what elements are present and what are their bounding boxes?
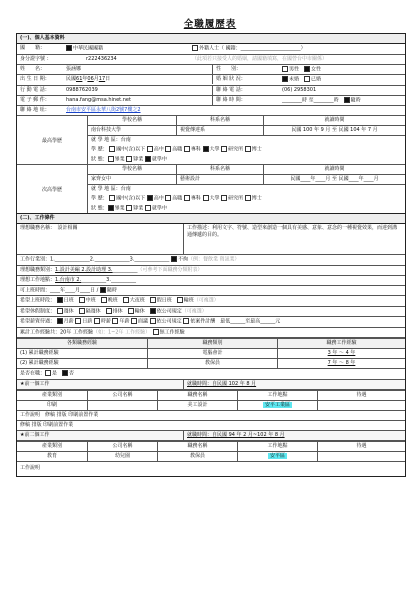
- currently-employed-row: [17, 369, 405, 380]
- work2-hdr-industry: 產業類別: [17, 441, 87, 451]
- skills-row-1-label: (1) 累計職務經驗: [17, 348, 147, 358]
- nationality-local[interactable]: 中華民國國籍: [63, 44, 189, 54]
- category-field[interactable]: 理想職務類別：1.設計美編 2.設計助理 3.__________（可參考下面職務分類附表）: [20, 266, 203, 273]
- email-label: 電 子 郵 件：: [20, 96, 50, 103]
- skills-hdr-1: 各類職務經驗: [17, 338, 147, 348]
- start-row: [17, 286, 405, 297]
- contact-time-label: 聯 絡 時 間：: [212, 96, 279, 105]
- address-value[interactable]: 台南市安平區永華八街2號7樓之2: [66, 107, 141, 113]
- name-value[interactable]: 張涵娜: [66, 65, 82, 72]
- work1-hdr-industry: 產業類別: [17, 390, 87, 400]
- marital-options[interactable]: 未婚 已婚: [279, 75, 324, 85]
- work1-hdr-place: 工作地點: [237, 390, 317, 400]
- edu-hdr-school-2: 學校名稱: [121, 166, 142, 172]
- edu-second-label: 次高學歷: [41, 186, 62, 193]
- place-row: [17, 276, 405, 286]
- work1-desc-2[interactable]: 修稿 排版 印刷前置作業: [20, 421, 74, 428]
- salary-field[interactable]: 希望薪資待遇： 月薪 日薪 時薪 年薪 面議 依公司規定 依案件計酬 最低______至最高______元: [20, 318, 281, 325]
- edu-level-1[interactable]: 學 歷： 國中(含)以下 高中 高職 專科 大學 研究所 博士: [91, 146, 262, 153]
- birth-label: 出 生 日 期：: [20, 76, 50, 83]
- skills-row-2-yr[interactable]: 7 年 ～ 8 年: [277, 358, 405, 368]
- work1-hdr-pay: 待遇: [317, 390, 405, 400]
- sex-label: 性 別：: [212, 65, 279, 74]
- work1-period[interactable]: 就職時間：自民國 102 年 8 月: [183, 380, 259, 389]
- tel-value[interactable]: (06) 2958301: [282, 86, 317, 93]
- edu-hdr-period-2: 就讀時間: [263, 165, 405, 174]
- work2-company[interactable]: 幼兒園: [87, 451, 157, 461]
- checkbox-icon[interactable]: [192, 45, 198, 51]
- work1-desc[interactable]: 工作說明 修稿 排版 印刷前置作業: [20, 411, 99, 418]
- work2-industry[interactable]: 教育: [17, 451, 87, 461]
- work1-industry[interactable]: 印刷: [17, 400, 87, 410]
- category-row: [17, 266, 405, 276]
- work1-title: ★前一個工作: [20, 380, 50, 387]
- name-row: [17, 65, 405, 76]
- work2-hdr-place: 工作地點: [237, 441, 317, 451]
- section-work-title: (二)、工作條件: [17, 214, 405, 224]
- work2-pay[interactable]: [317, 451, 405, 461]
- id-note: （此項若只接受人的婚姻，請國籍填寫，在國營台中市關係）: [192, 55, 328, 62]
- currently-employed-field[interactable]: 是否在職： 是 否: [20, 370, 75, 377]
- work1-table: [17, 390, 405, 411]
- work1-hdr-company: 公司名稱: [87, 390, 157, 400]
- shift-field[interactable]: 希望上班時段： 日班 中班 晚班 大夜班 假日班 輪班（可複選）: [20, 297, 219, 304]
- name-label: 姓 名：: [20, 65, 46, 72]
- work2-period[interactable]: 就職時間：自民國 94 年 2 月~102 年 8 月: [183, 431, 288, 440]
- email-value[interactable]: hana.fang@msa.hinet.net: [66, 96, 131, 103]
- edu-highest-label: 最高學歷: [41, 137, 62, 144]
- work1-hdr-title: 職務名稱: [157, 390, 237, 400]
- mobile-label: 行 動 電 話：: [20, 86, 50, 93]
- page-title: 全職履歷表: [183, 19, 237, 30]
- work2-table: [17, 441, 405, 462]
- place-field[interactable]: 理想工作地點：1.台南市 2.__________3.__________: [20, 276, 136, 283]
- resume-form: [16, 33, 406, 477]
- edu-hdr-dept-2: 科系名稱: [176, 165, 263, 174]
- work1-pay[interactable]: [317, 400, 405, 410]
- edu-second-block: [17, 165, 405, 214]
- section-personal-title: (一)、個人基本資料: [17, 34, 405, 44]
- marital-label: 婚 姻 狀 況：: [212, 75, 279, 84]
- edu-loc-2: 就 學 地 區：台南: [91, 186, 131, 192]
- email-row: [17, 96, 405, 107]
- checkbox-icon[interactable]: [66, 45, 72, 51]
- tel-label: 聯 絡 電 話：: [212, 86, 279, 95]
- shift-row: [17, 296, 405, 307]
- work2-hdr-pay: 待遇: [317, 441, 405, 451]
- work2-place[interactable]: 安平區: [237, 451, 317, 461]
- experience-field[interactable]: 累計工作經驗共：20年 工作經驗（如：1~2年 工作經驗） 無工作經驗: [20, 329, 185, 335]
- leave-field[interactable]: 希望休假制度： 週休 隔週休 排休 輪休 依公司規定（可複選）: [20, 308, 207, 314]
- edu-hdr-school: 學校名稱: [121, 117, 142, 123]
- edu-school-1[interactable]: 南台科技大學: [91, 127, 122, 133]
- skills-row-1-yr[interactable]: 3 年 ～ 4 年: [277, 348, 405, 358]
- sex-options[interactable]: 男性 女性: [279, 65, 324, 75]
- work2-hdr-company: 公司名稱: [87, 441, 157, 451]
- edu-status-2[interactable]: 狀 態： 畢業 肄業 就學中: [91, 205, 167, 211]
- work1-company[interactable]: [87, 400, 157, 410]
- work2-jobtitle[interactable]: 教保員: [157, 451, 237, 461]
- birth-row: [17, 75, 405, 86]
- leave-row: [17, 307, 405, 318]
- work1-desc-row: [17, 411, 405, 421]
- work2-header: [17, 431, 405, 441]
- work1-jobtitle[interactable]: 美工設計: [157, 400, 237, 410]
- start-field[interactable]: 可上班時間：____年____月____日 / 隨時: [20, 287, 117, 293]
- edu-dept-2[interactable]: 藝術設計: [176, 175, 263, 184]
- edu-hdr-period: 就讀時間: [263, 116, 405, 125]
- work2-desc-row: [17, 462, 405, 476]
- edu-status-1[interactable]: 狀 態： 畢業 肄業 就學中: [91, 156, 167, 162]
- skills-table: [17, 338, 405, 369]
- edu-dept-1[interactable]: 視覺傳達系: [176, 126, 263, 135]
- id-label: 身分證字號 ：: [20, 55, 52, 62]
- nationality-row: [17, 44, 405, 55]
- edu-school-2[interactable]: 家齊女中: [91, 176, 112, 182]
- industry-row: [17, 255, 405, 266]
- mobile-value[interactable]: 0988762039: [66, 86, 98, 93]
- contact-time-value[interactable]: ________時 至________時 隨時: [282, 97, 361, 103]
- edu-period-1[interactable]: 民國 100 年 9 月 至 民國 104 年 7 月: [263, 126, 405, 135]
- edu-hdr-dept: 科系名稱: [176, 116, 263, 125]
- edu-period-2[interactable]: 民國____年____月 至 民國____年____月: [263, 175, 405, 184]
- work2-hdr-title: 職務名稱: [157, 441, 237, 451]
- job-content[interactable]: 工作描述：利用文字、符號、造型來創造一個具有美感、意象、意念的一種視覺效果，而達到溝通傳遞的目的。: [183, 224, 405, 254]
- mobile-row: [17, 86, 405, 96]
- skills-row-2-label: (2) 累計職務經驗: [17, 358, 147, 368]
- address-row: [17, 106, 405, 116]
- job-name-row: [17, 224, 405, 255]
- skills-hdr-3: 職務工作經驗: [277, 338, 405, 348]
- work2-title: ★前二個工作: [20, 431, 50, 438]
- edu-level-2[interactable]: 學 歷： 國中(含)以下 高中 高職 專科 大學 研究所 博士: [91, 195, 262, 202]
- id-row: [17, 55, 405, 65]
- salary-row: [17, 317, 405, 328]
- work1-header: [17, 380, 405, 390]
- nationality-label: 國 籍：: [20, 45, 46, 52]
- skills-hdr-2: 職務類別: [147, 338, 277, 348]
- address-label: 聯 絡 地 址：: [20, 107, 50, 113]
- work2-desc[interactable]: 工作說明: [20, 465, 41, 471]
- birth-value[interactable]: 民國61年06月17日: [66, 76, 111, 83]
- job-name[interactable]: 理想職務名稱： 設計相關: [20, 225, 78, 231]
- skills-row-1-cat[interactable]: 電腦會計: [147, 348, 277, 358]
- edu-loc-1: 就 學 地 區：台南: [91, 137, 131, 143]
- work1-desc-row-2: [17, 421, 405, 431]
- skills-row-2-cat[interactable]: 教保員: [147, 358, 277, 368]
- work1-place[interactable]: 安平工業區: [237, 400, 317, 410]
- edu-highest-block: [17, 116, 405, 165]
- experience-row: [17, 328, 405, 339]
- industry-field[interactable]: 工作行業別：1.______________2.______________3.______________ 不拘（例：餐飲業 資訊業）: [20, 256, 240, 263]
- nationality-foreign[interactable]: 外籍人士（ 國籍：________________________）: [189, 44, 309, 54]
- id-value[interactable]: r222436234: [86, 55, 117, 62]
